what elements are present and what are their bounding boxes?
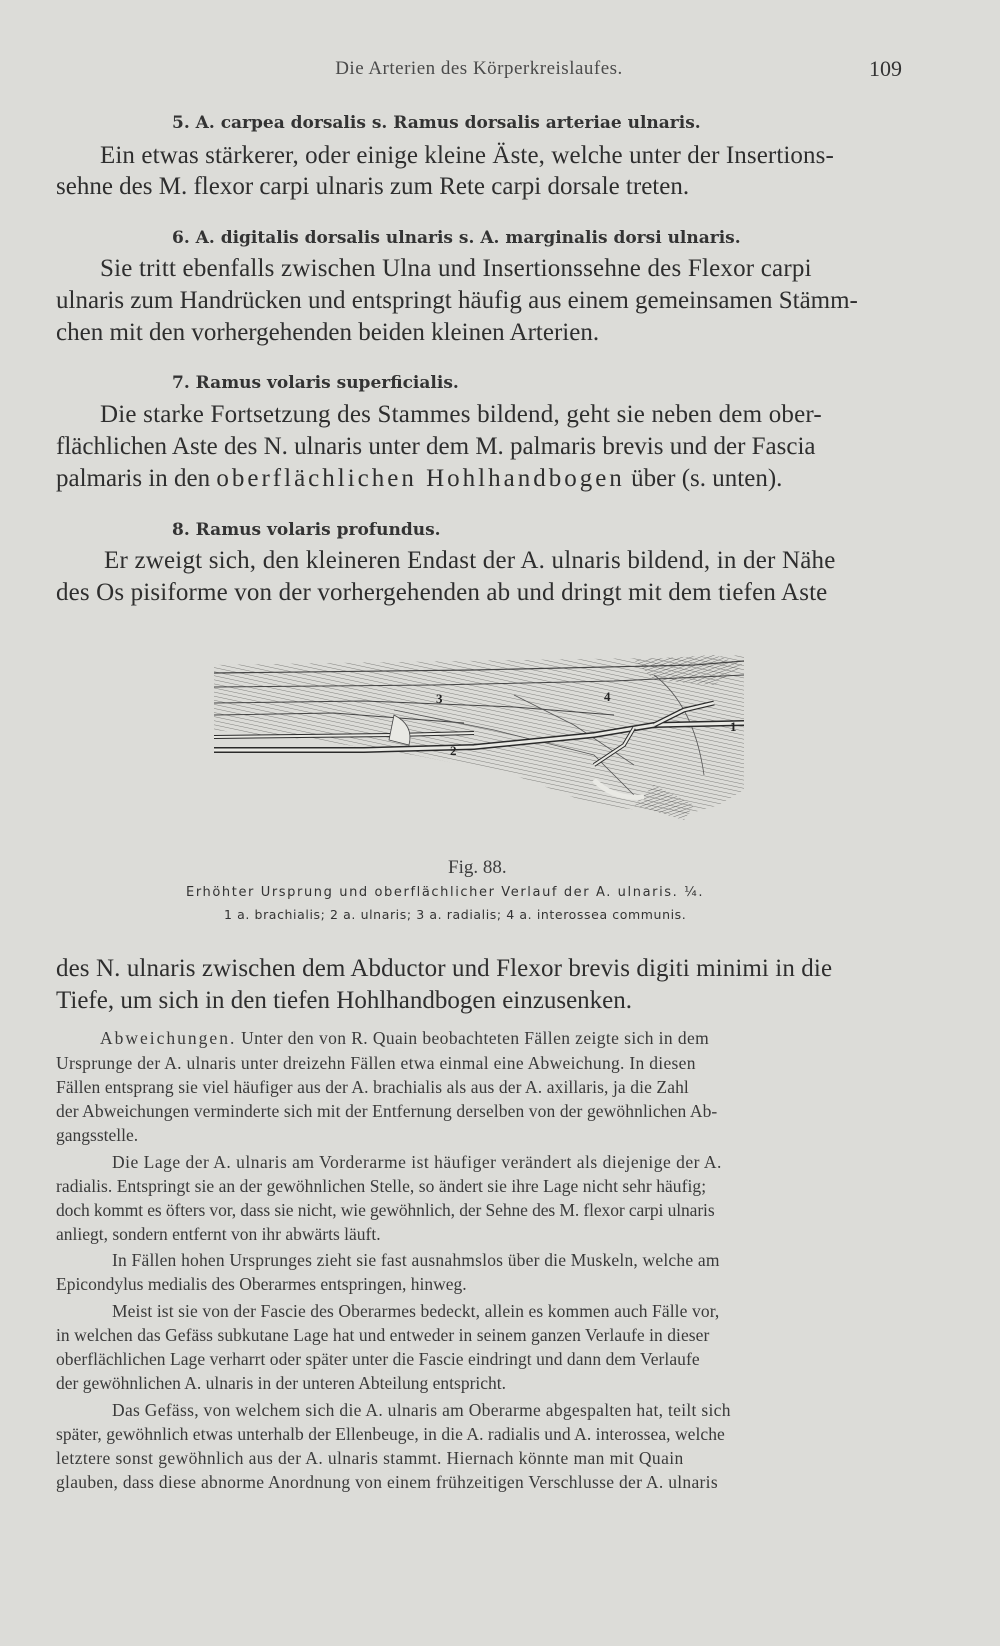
figure-caption: Erhöhter Ursprung und oberflächlicher Verlauf der A. ulnaris. ¼. — [186, 885, 705, 900]
text-line: später, gewöhnlich etwas unterhalb der Ellenbeuge, in die A. radialis und A. interossea, welche — [56, 1424, 725, 1444]
text-line — [100, 1028, 709, 1049]
text-line: des N. ulnaris zwischen dem Abductor und Flexor brevis digiti minimi in die — [56, 955, 833, 982]
text-segment: Unter den von R. Quain beobachteten Fällen zeigte sich in dem — [236, 1028, 710, 1048]
text-line: oberflächlichen Lage verharrt oder später unter die Fascie eindringt und dann dem Verlaufe — [56, 1349, 700, 1369]
emphasized-term: Abweichungen. — [100, 1028, 237, 1048]
emphasized-term: oberflächlichen Hohlhandbogen — [216, 465, 625, 492]
section-heading-7: 7. Ramus volaris superficialis. — [172, 373, 459, 393]
page-number: 109 — [869, 56, 902, 81]
text-line: Ursprunge der A. ulnaris unter dreizehn Fällen etwa einmal eine Abweichung. In diesen — [56, 1053, 696, 1073]
section-heading-5: 5. A. carpea dorsalis s. Ramus dorsalis arteriae ulnaris. — [172, 113, 701, 133]
forearm-arteries-drawing — [214, 655, 744, 825]
text-line: der Abweichungen verminderte sich mit der Entfernung derselben von der gewöhnlichen Ab- — [56, 1101, 718, 1121]
anatomical-illustration — [214, 655, 744, 825]
text-line: in welchen das Gefäss subkutane Lage hat und entweder in seinem ganzen Verlaufe in dieser — [56, 1325, 710, 1345]
text-line: Ein etwas stärkerer, oder einige kleine Äste, welche unter der Insertions- — [100, 142, 834, 169]
page-header — [56, 58, 902, 88]
text-line: des Os pisiforme von der vorhergehenden ab und dringt mit dem tiefen Aste — [56, 579, 828, 606]
figure-label-2: 2 — [450, 743, 457, 758]
section-heading-8: 8. Ramus volaris profundus. — [172, 520, 441, 540]
text-line: doch kommt es öfters vor, dass sie nicht, wie gewöhnlich, der Sehne des M. flexor carpi ulnaris — [56, 1200, 715, 1220]
text-line: Die starke Fortsetzung des Stammes bildend, geht sie neben dem ober- — [100, 401, 822, 428]
text-line: Die Lage der A. ulnaris am Vorderarme ist häufiger verändert als diejenige der A. — [112, 1152, 722, 1172]
running-title: Die Arterien des Körperkreislaufes. — [335, 58, 623, 79]
text-line: In Fällen hohen Ursprunges zieht sie fast ausnahmslos über die Muskeln, welche am — [112, 1250, 720, 1270]
figure-label-4: 4 — [604, 689, 611, 704]
text-line — [56, 465, 782, 493]
figure-number: Fig. 88. — [448, 857, 507, 878]
text-line: Er zweigt sich, den kleineren Endast der A. ulnaris bildend, in der Nähe — [104, 547, 836, 574]
text-line: ulnaris zum Handrücken und entspringt häufig aus einem gemeinsamen Stämm- — [56, 287, 858, 314]
text-line: flächlichen Aste des N. ulnaris unter dem M. palmaris brevis und der Fascia — [56, 433, 816, 460]
text-line: der gewöhnlichen A. ulnaris in der unteren Abteilung entspricht. — [56, 1373, 507, 1393]
text-line: radialis. Entspringt sie an der gewöhnlichen Stelle, so ändert sie ihre Lage nicht sehr häufig; — [56, 1176, 707, 1196]
text-line: Meist ist sie von der Fascie des Oberarmes bedeckt, allein es kommen auch Fälle vor, — [112, 1301, 720, 1321]
text-segment: palmaris in den — [56, 465, 217, 492]
text-line: sehne des M. flexor carpi ulnaris zum Rete carpi dorsale treten. — [56, 173, 690, 200]
text-segment: über (s. unten). — [624, 465, 783, 492]
figure-label-3: 3 — [436, 691, 443, 706]
section-heading-6: 6. A. digitalis dorsalis ulnaris s. A. marginalis dorsi ulnaris. — [172, 228, 741, 248]
text-line: anliegt, sondern entfernt von ihr abwärts läuft. — [56, 1224, 381, 1244]
text-line: gangsstelle. — [56, 1125, 139, 1145]
text-line: chen mit den vorhergehenden beiden kleinen Arterien. — [56, 319, 600, 346]
text-line: Sie tritt ebenfalls zwischen Ulna und Insertionssehne des Flexor carpi — [100, 255, 812, 282]
text-line: letztere sonst gewöhnlich aus der A. ulnaris stammt. Hiernach könnte man mit Quain — [56, 1448, 684, 1468]
text-line: Fällen entsprang sie viel häufiger aus der A. brachialis als aus der A. axillaris, ja die Zahl — [56, 1077, 689, 1097]
text-line: Das Gefäss, von welchem sich die A. ulnaris am Oberarme abgespalten hat, teilt sich — [112, 1400, 731, 1420]
figure-label-1: 1 — [730, 719, 737, 734]
text-line: glauben, dass diese abnorme Anordnung von einem frühzeitigen Verschlusse der A. ulnaris — [56, 1472, 718, 1492]
text-line: Epicondylus medialis des Oberarmes entspringen, hinweg. — [56, 1274, 467, 1294]
figure-legend: 1 a. brachialis; 2 a. ulnaris; 3 a. radialis; 4 a. interossea communis. — [224, 907, 687, 922]
text-line: Tiefe, um sich in den tiefen Hohlhandbogen einzusenken. — [56, 987, 633, 1014]
